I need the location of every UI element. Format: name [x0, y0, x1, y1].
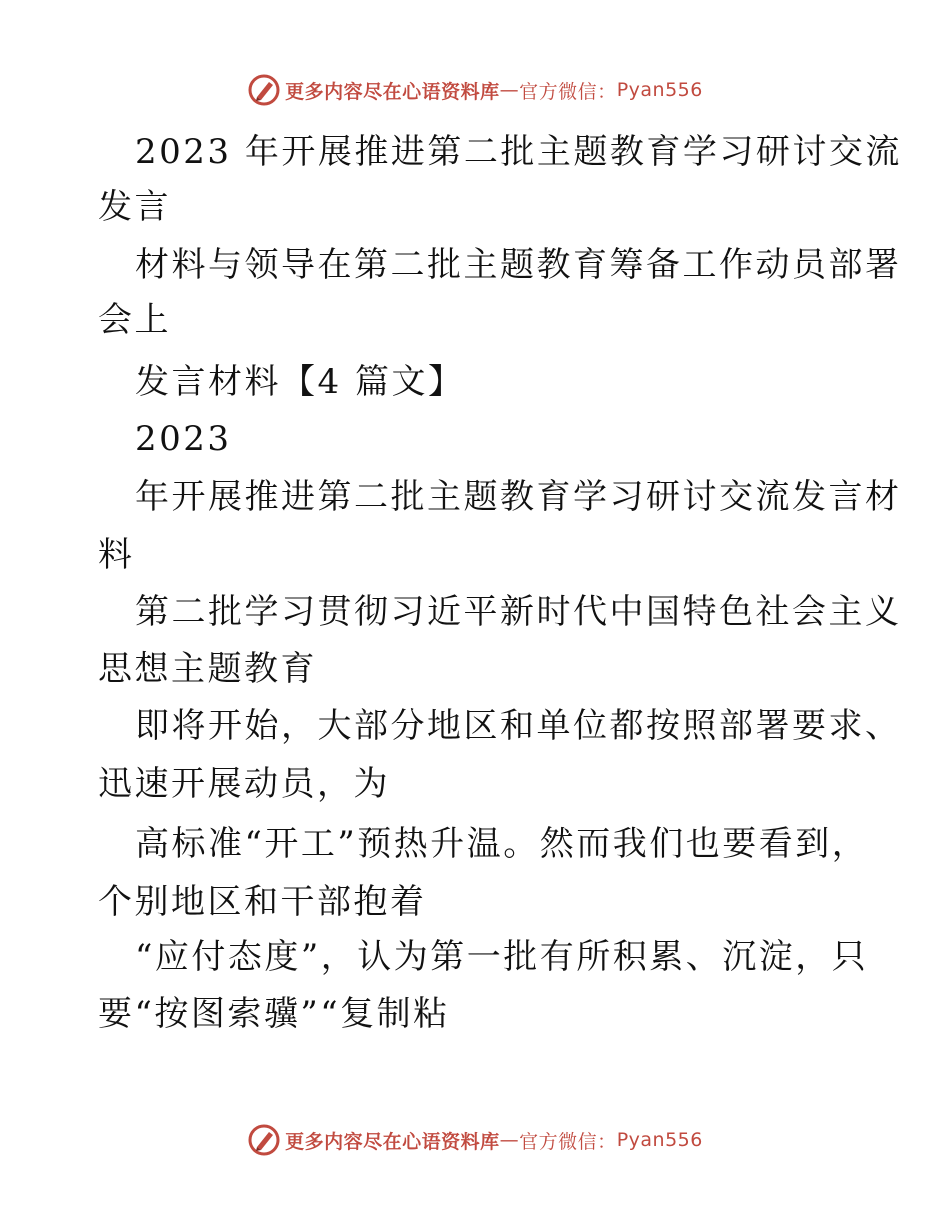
pen-circle-logo-icon: [247, 1123, 281, 1157]
body-line: 2023 年开展推进第二批主题教育学习研讨交流: [135, 132, 902, 172]
body-line: 思想主题教育: [98, 649, 317, 689]
body-line: 要“按图索骥”“复制粘: [98, 994, 450, 1034]
watermark-header: [0, 70, 950, 110]
watermark-brand: 更多内容尽在心语资料库: [285, 80, 500, 103]
watermark-wechat-label: 官方微信：: [519, 1130, 617, 1153]
body-line: 即将开始，大部分地区和单位都按照部署要求、: [135, 706, 902, 746]
body-line: 2023: [135, 419, 232, 459]
body-line: “应付态度”，认为第一批有所积累、沉淀，只: [135, 937, 869, 977]
body-line: 发言材料【4 篇文】: [135, 362, 465, 402]
body-line: 高标准“开工”预热升温。然而我们也要看到，: [135, 824, 869, 864]
body-line: 个别地区和干部抱着: [98, 882, 427, 922]
watermark-wechat-label: 官方微信：: [519, 80, 617, 103]
watermark-separator: —: [499, 1129, 520, 1151]
body-line: 料: [98, 535, 135, 575]
watermark-wechat-id: Pyan556: [616, 1129, 703, 1151]
body-line: 年开展推进第二批主题教育学习研讨交流发言材: [135, 477, 902, 517]
body-line: 材料与领导在第二批主题教育筹备工作动员部署: [135, 245, 902, 285]
body-line: 迅速开展动员，为: [98, 764, 390, 804]
watermark-footer: [0, 1120, 950, 1160]
watermark-separator: —: [499, 79, 520, 101]
watermark-wechat-id: Pyan556: [616, 79, 703, 101]
body-line: 发言: [98, 187, 171, 227]
body-line: 第二批学习贯彻习近平新时代中国特色社会主义: [135, 592, 902, 632]
pen-circle-logo-icon: [247, 73, 281, 107]
body-line: 会上: [98, 300, 171, 340]
watermark-brand: 更多内容尽在心语资料库: [285, 1130, 500, 1153]
